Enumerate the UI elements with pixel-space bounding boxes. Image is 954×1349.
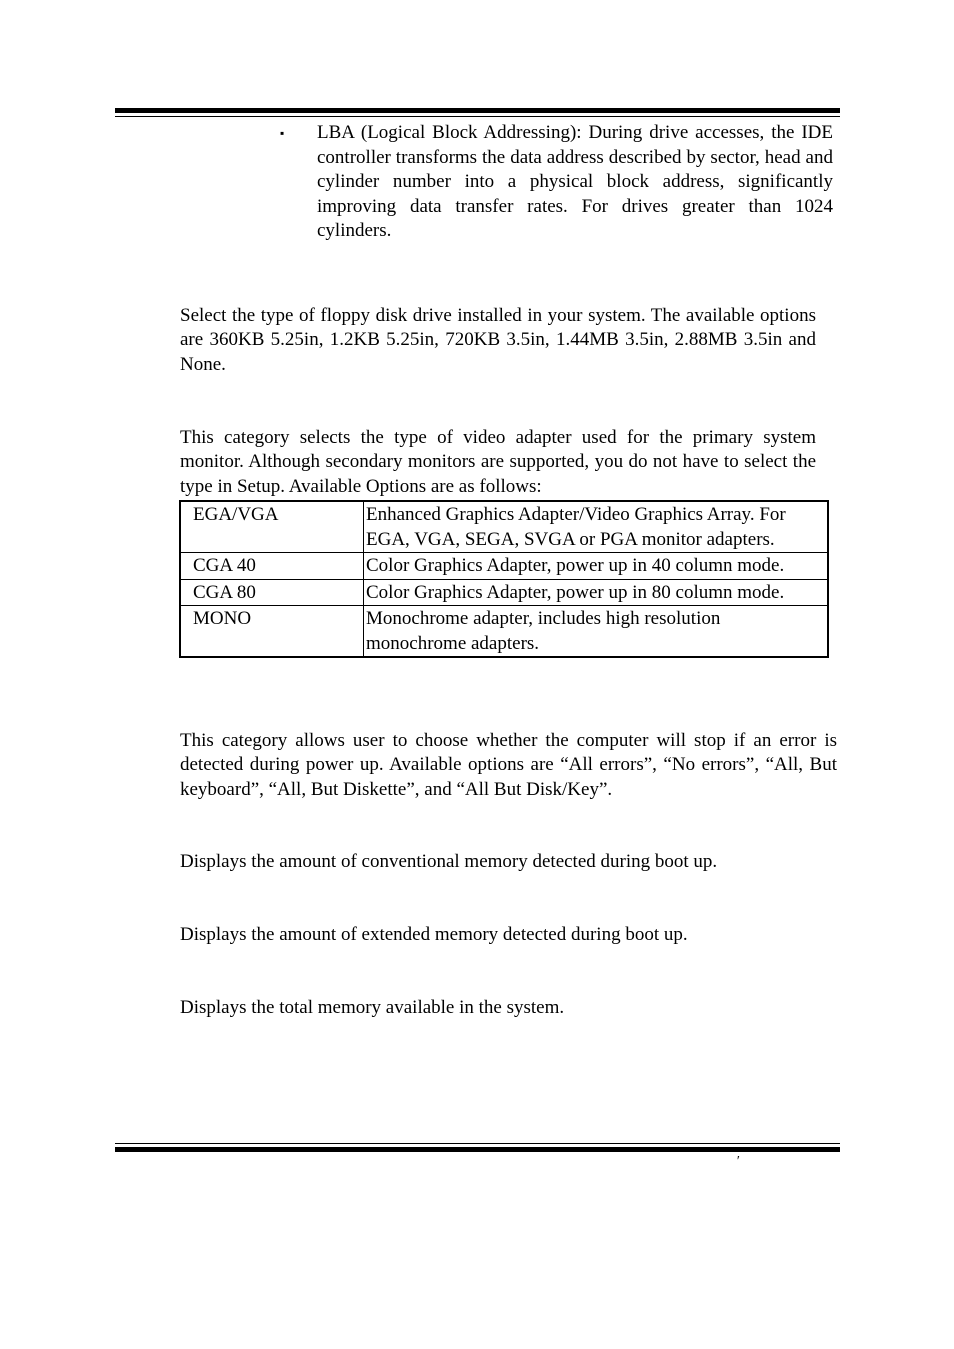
halt-on-description: This category allows user to choose whether the computer will stop if an error is detected during power up. Available options are “All errors”, “No errors”, “All, But keyboard”, “All, But Diskette”, and “All But Disk/Key”. bbox=[180, 730, 837, 800]
table-row bbox=[180, 606, 828, 658]
table-row bbox=[180, 553, 828, 580]
option-name: EGA/VGA bbox=[180, 501, 364, 553]
video-options-table bbox=[179, 500, 829, 658]
base-memory-description: Displays the amount of conventional memory detected during boot up. bbox=[180, 851, 718, 872]
extended-memory-description: Displays the amount of extended memory detected during boot up. bbox=[180, 924, 688, 945]
header-rule-thin bbox=[115, 116, 840, 117]
option-description: Enhanced Graphics Adapter/Video Graphics Array. For EGA, VGA, SEGA, SVGA or PGA monitor adapters. bbox=[364, 501, 829, 553]
table-row bbox=[180, 501, 828, 553]
footer-rule-thick bbox=[115, 1147, 840, 1152]
total-memory-description: Displays the total memory available in the system. bbox=[180, 997, 565, 1018]
option-description: Color Graphics Adapter, power up in 40 column mode. bbox=[364, 553, 829, 580]
footer-rule-thin bbox=[115, 1143, 840, 1144]
floppy-drive-description: Select the type of floppy disk drive installed in your system. The available options are 360KB 5.25in, 1.2KB 5.25in, 720KB 3.5in, 1.44MB 3.5in, 2.88MB 3.5in and None. bbox=[180, 305, 816, 375]
footer-mark: ′ bbox=[736, 1154, 740, 1169]
table-row bbox=[180, 579, 828, 606]
option-description: Monochrome adapter, includes high resolution monochrome adapters. bbox=[364, 606, 829, 658]
option-name: CGA 40 bbox=[180, 553, 364, 580]
option-name: CGA 80 bbox=[180, 579, 364, 606]
lba-description: LBA (Logical Block Addressing): During drive accesses, the IDE controller transforms the data address described by sector, head and cylinder number into a physical block address, significantly improving data transfer rates. For drives greater than 1024 cylinders. bbox=[317, 122, 833, 241]
bullet-square-icon: ▪ bbox=[280, 126, 285, 140]
option-description: Color Graphics Adapter, power up in 80 column mode. bbox=[364, 579, 829, 606]
option-name: MONO bbox=[180, 606, 364, 658]
video-description: This category selects the type of video adapter used for the primary system monitor. Although secondary monitors are supported, you do not have to select the type in Setup. Available Options are as follows: bbox=[180, 427, 816, 497]
header-rule-thick bbox=[115, 108, 840, 113]
